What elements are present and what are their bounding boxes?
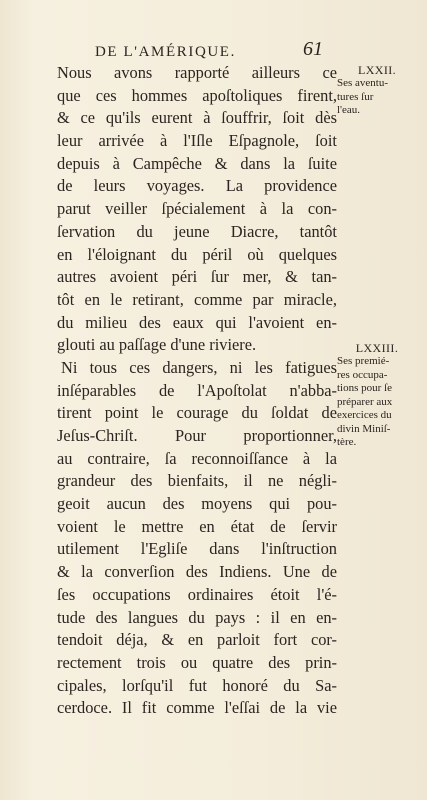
margin-note-lxxii	[337, 64, 425, 118]
text-line: rectement trois ou quatre des prin-	[57, 652, 337, 672]
body-text	[57, 62, 337, 720]
text-line: tirent point le courage du ſoldat de	[57, 403, 337, 423]
margin-note-lxxiii	[337, 342, 425, 450]
margin-note-line: tions pour ſe	[337, 382, 392, 394]
margin-note-line: l'eau.	[337, 104, 361, 116]
page-header	[0, 38, 427, 62]
text-line: leur arrivée à l'Iſle Eſpagnole, ſoit	[57, 131, 337, 151]
text-line: tude des langues du pays : il en en-	[57, 607, 337, 627]
text-line: que ces hommes apoſtoliques firent,	[57, 85, 337, 105]
text-line: voient le mettre en état de ſervir	[57, 516, 337, 536]
text-line: geoit aucun des moyens qui pou-	[57, 494, 337, 514]
text-line: ſervation du jeune Diacre, tantôt	[57, 221, 337, 241]
margin-note-line: res occupa-	[337, 368, 388, 381]
text-line: tendoit déja, & en parloit fort cor-	[57, 630, 337, 650]
text-line: en l'éloignant du péril où quelques	[57, 244, 337, 264]
text-line: Ni tous ces dangers, ni les fatigues	[61, 357, 337, 377]
text-line: autres avoient péri ſur mer, & tan-	[57, 267, 337, 287]
text-line: inſéparables de l'Apoſtolat n'abba-	[57, 380, 337, 400]
running-head: DE L'AMÉRIQUE.	[95, 44, 236, 60]
margin-note-line: Ses premié-	[337, 355, 390, 367]
text-line: parut veiller ſpécialement à la con-	[57, 199, 337, 219]
text-line: grandeur des bienfaits, il ne négli-	[57, 471, 337, 491]
text-line: de leurs voyages. La providence	[57, 176, 337, 196]
text-line: Jeſus-Chriſt. Pour proportionner,	[57, 426, 337, 445]
margin-note-number: LXXIII.	[355, 341, 399, 355]
margin-note-line: divin Miniſ-	[337, 422, 391, 435]
text-line: depuis à Campêche & dans la ſuite	[57, 153, 337, 173]
text-line: & ce qu'ils eurent à ſouffrir, ſoit dès	[57, 108, 337, 128]
text-line: & la converſion des Indiens. Une de	[57, 562, 337, 582]
text-line: cerdoce. Il fit comme l'eſſai de la vie	[57, 698, 337, 718]
margin-note-line: Ses aventu-	[337, 77, 389, 89]
text-line: ſes occupations ordinaires étoit l'é-	[57, 584, 337, 604]
text-line: tôt en le retirant, comme par miracle,	[57, 289, 337, 309]
text-line: utilement l'Egliſe dans l'inſtruction	[57, 539, 337, 559]
margin-note-line: tère.	[337, 436, 357, 448]
margin-note-number: LXXII.	[357, 63, 397, 77]
page-number: 61	[303, 38, 323, 60]
text-line: au contraire, ſa reconnoiſſance à la	[57, 448, 337, 468]
margin-note-line: exercices du	[337, 409, 392, 421]
text-line: cipales, lorſqu'il fut honoré du Sa-	[57, 675, 337, 695]
text-line: glouti au paſſage d'une riviere.	[57, 335, 257, 355]
margin-note-line: tures ſur	[337, 90, 374, 103]
text-line: Nous avons rapporté ailleurs ce	[57, 63, 337, 82]
margin-note-line: préparer aux	[337, 395, 393, 408]
text-line: du milieu des eaux qui l'avoient en-	[57, 312, 337, 332]
